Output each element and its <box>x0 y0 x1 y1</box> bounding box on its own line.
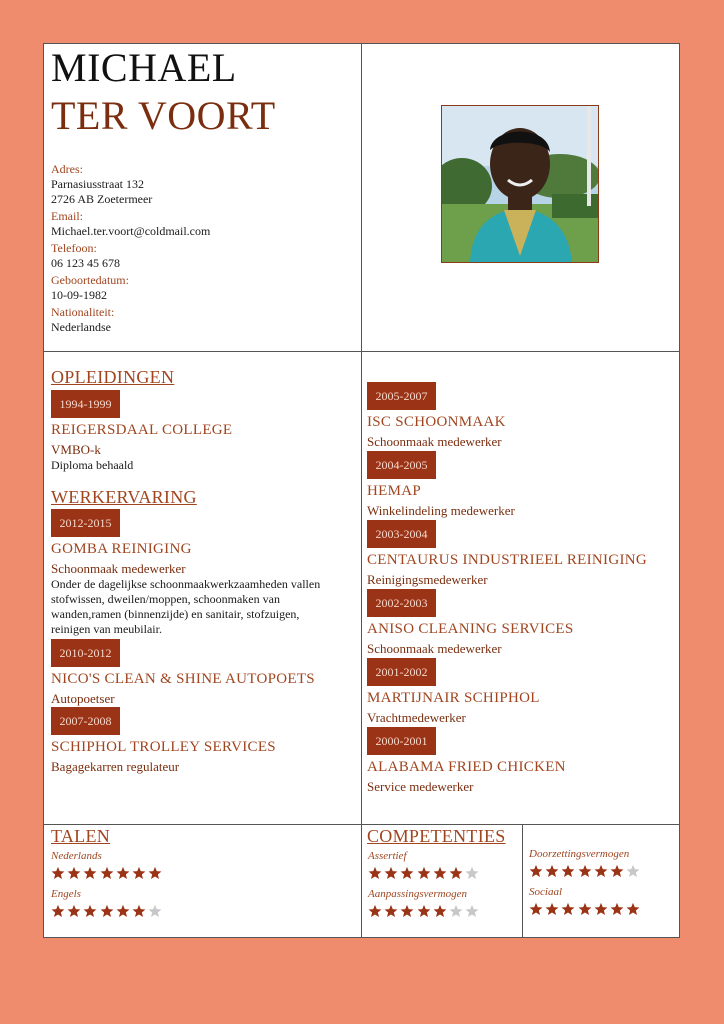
star-icon <box>561 902 575 916</box>
period-badge: 2012-2015 <box>51 509 120 537</box>
job-role: Autopoetser <box>51 691 115 706</box>
rating-stars <box>529 902 642 916</box>
contact-value: 06 123 45 678 <box>51 256 120 270</box>
job-description-line: stofwissen, dweilen/moppen, schoonmaken van <box>51 592 280 606</box>
period-badge: 2002-2003 <box>367 589 436 617</box>
contact-value: Parnasiusstraat 132 <box>51 177 144 191</box>
job-role: Winkelindeling medewerker <box>367 503 515 518</box>
skill-name: Doorzettingsvermogen <box>529 848 630 860</box>
star-icon <box>83 904 97 918</box>
company-name: HEMAP <box>367 483 422 499</box>
period-badge: 1994-1999 <box>51 390 120 418</box>
company-name: ALABAMA FRIED CHICKEN <box>367 759 566 775</box>
period-badge: 2005-2007 <box>367 382 436 410</box>
star-icon <box>433 904 447 918</box>
star-icon <box>100 904 114 918</box>
education-level: VMBO-k <box>51 442 101 457</box>
star-icon <box>67 904 81 918</box>
rating-stars <box>51 866 164 880</box>
rating-stars <box>529 864 642 878</box>
education-title: OPLEIDINGEN <box>51 367 175 387</box>
portrait-icon <box>442 106 598 262</box>
job-role: Schoonmaak medewerker <box>51 561 186 576</box>
star-icon <box>132 904 146 918</box>
star-icon <box>148 904 162 918</box>
star-icon <box>384 904 398 918</box>
star-icon <box>449 866 463 880</box>
star-icon <box>83 866 97 880</box>
skill-name: Aanpassingsvermogen <box>368 888 467 900</box>
company-name: GOMBA REINIGING <box>51 541 192 557</box>
star-icon <box>116 904 130 918</box>
skill-name: Engels <box>51 888 81 900</box>
star-icon <box>368 904 382 918</box>
divider <box>361 44 362 937</box>
contact-label: Email: <box>51 209 83 223</box>
star-icon <box>529 902 543 916</box>
rating-stars <box>51 904 164 918</box>
education-note: Diploma behaald <box>51 458 134 472</box>
star-icon <box>465 866 479 880</box>
star-icon <box>545 902 559 916</box>
job-role: Service medewerker <box>367 779 474 794</box>
contact-block <box>51 162 351 337</box>
star-icon <box>148 866 162 880</box>
star-icon <box>465 904 479 918</box>
star-icon <box>100 866 114 880</box>
job-role: Reinigingsmedewerker <box>367 572 488 587</box>
portrait-photo <box>441 105 599 263</box>
first-name: MICHAEL <box>51 45 237 90</box>
divider <box>522 824 523 937</box>
spacer <box>51 335 351 337</box>
period-badge: 2000-2001 <box>367 727 436 755</box>
star-icon <box>529 864 543 878</box>
star-icon <box>400 904 414 918</box>
company-name: MARTIJNAIR SCHIPHOL <box>367 690 540 706</box>
contact-label: Adres: <box>51 162 83 176</box>
star-icon <box>417 866 431 880</box>
job-role: Schoonmaak medewerker <box>367 434 502 449</box>
star-icon <box>384 866 398 880</box>
cv-page <box>43 43 680 938</box>
skill-name: Sociaal <box>529 886 562 898</box>
star-icon <box>561 864 575 878</box>
contact-value: Nederlandse <box>51 320 111 334</box>
job-role: Bagagekarren regulateur <box>51 759 180 774</box>
contact-label: Nationaliteit: <box>51 305 115 319</box>
star-icon <box>578 864 592 878</box>
star-icon <box>594 864 608 878</box>
divider <box>44 824 679 825</box>
company-name: CENTAURUS INDUSTRIEEL REINIGING <box>367 552 648 568</box>
star-icon <box>132 866 146 880</box>
competences-title: COMPETENTIES <box>367 826 506 846</box>
company-name: ANISO CLEANING SERVICES <box>367 621 574 637</box>
job-description-line: Onder de dagelijkse schoonmaakwerkzaamheden vallen <box>51 577 321 591</box>
last-name: TER VOORT <box>51 93 276 138</box>
period-badge: 2004-2005 <box>367 451 436 479</box>
rating-stars <box>368 866 481 880</box>
star-icon <box>594 902 608 916</box>
star-icon <box>578 902 592 916</box>
star-icon <box>116 866 130 880</box>
star-icon <box>51 904 65 918</box>
star-icon <box>626 864 640 878</box>
job-description-line: reinigen van meubilair. <box>51 622 162 636</box>
company-name: NICO'S CLEAN & SHINE AUTOPOETS <box>51 671 315 687</box>
contact-value: Michael.ter.voort@coldmail.com <box>51 224 211 238</box>
period-badge: 2001-2002 <box>367 658 436 686</box>
star-icon <box>610 864 624 878</box>
skill-name: Nederlands <box>51 850 102 862</box>
company-name: SCHIPHOL TROLLEY SERVICES <box>51 739 276 755</box>
star-icon <box>417 904 431 918</box>
star-icon <box>545 864 559 878</box>
star-icon <box>67 866 81 880</box>
star-icon <box>626 902 640 916</box>
job-role: Vrachtmedewerker <box>367 710 466 725</box>
skill-name: Assertief <box>368 850 407 862</box>
contact-label: Telefoon: <box>51 241 97 255</box>
job-description-line: wanden,ramen (binnenzijde) en sanitair, stofzuigen, <box>51 607 300 621</box>
school-name: REIGERSDAAL COLLEGE <box>51 422 233 438</box>
period-badge: 2007-2008 <box>51 707 120 735</box>
star-icon <box>449 904 463 918</box>
contact-value: 10-09-1982 <box>51 288 107 302</box>
period-badge: 2010-2012 <box>51 639 120 667</box>
contact-value: 2726 AB Zoetermeer <box>51 192 153 206</box>
rating-stars <box>368 904 481 918</box>
job-role: Schoonmaak medewerker <box>367 641 502 656</box>
languages-title: TALEN <box>51 826 111 846</box>
period-badge: 2003-2004 <box>367 520 436 548</box>
star-icon <box>400 866 414 880</box>
star-icon <box>51 866 65 880</box>
contact-label: Geboortedatum: <box>51 273 129 287</box>
star-icon <box>433 866 447 880</box>
company-name: ISC SCHOONMAAK <box>367 414 506 430</box>
divider <box>44 351 679 352</box>
experience-title: WERKERVARING <box>51 487 197 507</box>
star-icon <box>610 902 624 916</box>
star-icon <box>368 866 382 880</box>
